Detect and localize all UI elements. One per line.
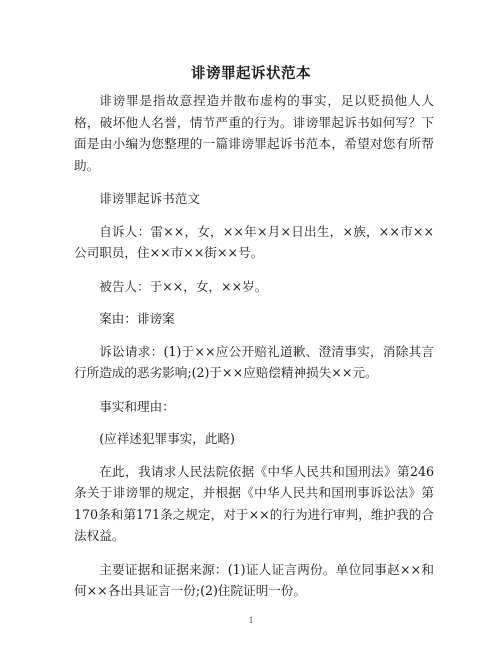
section-heading: 诽谤罪起诉书范文 [99,191,200,206]
plaintiff-paragraph: 自诉人：雷××，女，××年×月×日出生，×族，××市××公司职员，住××市××街××号。 [74,223,434,260]
document-body [74,90,434,614]
case-cause-paragraph: 案由：诽谤案 [99,311,175,326]
claims-paragraph: 诉讼请求：(1)于××应公开赔礼道歉、澄清事实，消除其言行所造成的恶劣影响;(2)于××应赔偿精神损失××元。 [74,343,434,380]
facts-placeholder: (应祥述犯罪事实，此略) [99,431,235,446]
legal-basis-paragraph: 在此，我请求人民法院依据《中华人民共和国刑法》第246条关于诽谤罪的规定，并根据《中华人民共和国刑事诉讼法》第170条和第171条之规定，对于××的行为进行审判，维护我的合法权益。 [74,463,434,543]
document-title: 诽谤罪起诉状范本 [191,65,311,82]
evidence-paragraph: 主要证据和证据来源：(1)证人证言两份。单位同事赵××和何××各出具证言一份;(2)住院证明一份。 [74,561,434,598]
intro-paragraph: 诽谤罪是指故意捏造并散布虚构的事实，足以贬损他人人格，破坏他人名誉，情节严重的行为。诽谤罪起诉书如何写？下面是由小编为您整理的一篇诽谤罪起诉书范本，希望对您有所帮助。 [74,93,434,173]
page-number: 1 [248,615,254,625]
facts-heading: 事实和理由： [99,398,175,414]
defendant-paragraph: 被告人：于××，女，××岁。 [99,278,268,294]
